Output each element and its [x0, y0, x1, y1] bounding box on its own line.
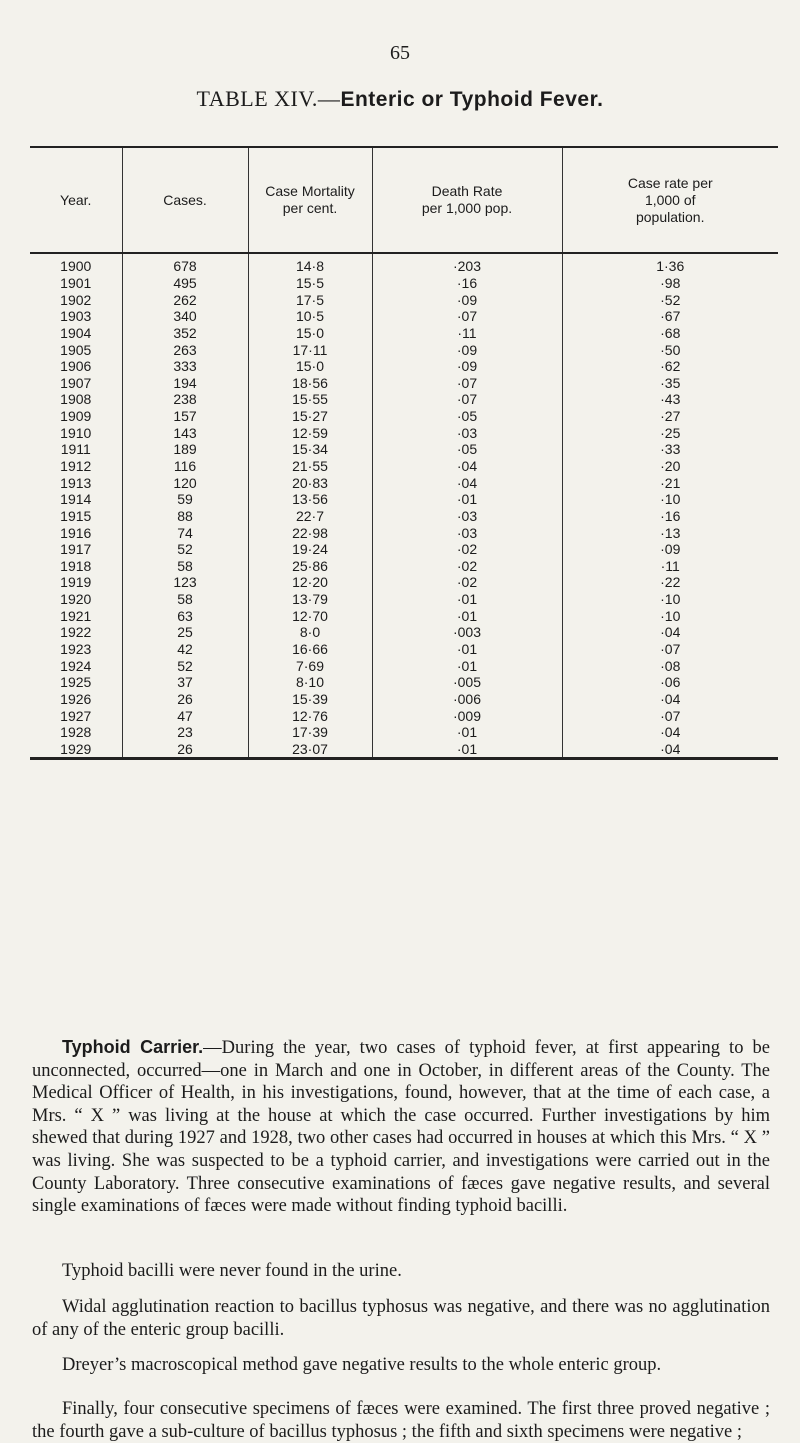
- cell-cases: 120: [122, 474, 248, 491]
- cell-case-rate: ·27: [562, 408, 778, 425]
- cell-case-mortality: 15·39: [248, 691, 372, 708]
- cell-death-rate: ·09: [372, 341, 562, 358]
- cell-case-mortality: 15·0: [248, 325, 372, 342]
- cell-year: 1919: [60, 574, 92, 591]
- cell-year: 1909: [60, 408, 92, 425]
- table-row: [30, 524, 778, 541]
- paragraph-urine: Typhoid bacilli were never found in the urine.: [62, 1261, 402, 1281]
- cell-cases: 340: [122, 308, 248, 325]
- cell-cases: 47: [122, 707, 248, 724]
- cell-case-mortality: 19·24: [248, 541, 372, 558]
- cell-death-rate: ·03: [372, 508, 562, 525]
- table-title-lead: TABLE XIV.—: [196, 86, 341, 111]
- typhoid-carrier-heading: Typhoid Carrier.: [62, 1037, 204, 1057]
- table-row: [30, 707, 778, 724]
- cell-cases: 238: [122, 391, 248, 408]
- cell-death-rate: ·11: [372, 325, 562, 342]
- cell-cases: 263: [122, 341, 248, 358]
- cell-case-rate: ·98: [562, 275, 778, 292]
- table-title: [0, 86, 800, 112]
- paragraph-specimens: Finally, four consecutive specimens of fæces were examined. The first three proved negative ; the fourth gave a sub-culture of bacillus typhosus ; the fifth and sixth specimens were negative ;: [32, 1399, 770, 1442]
- table-row: [30, 291, 778, 308]
- cell-year: 1900: [60, 258, 92, 275]
- cell-case-rate: ·62: [562, 358, 778, 375]
- table-row: [30, 474, 778, 491]
- cell-year: 1925: [60, 674, 92, 691]
- cell-cases: 63: [122, 607, 248, 624]
- cell-case-rate: ·43: [562, 391, 778, 408]
- cell-case-mortality: 12·70: [248, 607, 372, 624]
- table-row: [30, 253, 778, 275]
- cell-death-rate: ·04: [372, 458, 562, 475]
- page-number: 65: [390, 42, 410, 64]
- cell-death-rate: ·05: [372, 441, 562, 458]
- cell-case-mortality: 12·20: [248, 574, 372, 591]
- cell-case-rate: ·13: [562, 524, 778, 541]
- cell-year: 1902: [60, 291, 92, 308]
- cell-year: 1904: [60, 324, 92, 341]
- table-row: [30, 607, 778, 624]
- cell-cases: 26: [122, 691, 248, 708]
- cell-year: 1928: [60, 724, 92, 741]
- cell-case-mortality: 14·8: [248, 253, 372, 275]
- cell-cases: 23: [122, 724, 248, 741]
- cell-death-rate: ·09: [372, 291, 562, 308]
- cell-case-rate: ·04: [562, 691, 778, 708]
- header-case-mortality: Case Mortality per cent.: [248, 147, 372, 253]
- cell-case-mortality: 8·0: [248, 624, 372, 641]
- cell-case-mortality: 15·0: [248, 358, 372, 375]
- cell-case-mortality: 22·7: [248, 508, 372, 525]
- header-case-rate: Case rate per 1,000 of population.: [562, 147, 778, 253]
- cell-year: 1913: [60, 474, 92, 491]
- cell-case-mortality: 17·39: [248, 724, 372, 741]
- table-row: [30, 624, 778, 641]
- cell-year: 1918: [60, 557, 92, 574]
- cell-case-rate: ·67: [562, 308, 778, 325]
- cell-cases: 189: [122, 441, 248, 458]
- cell-case-rate: ·21: [562, 474, 778, 491]
- cell-cases: 194: [122, 374, 248, 391]
- table-title-subject: Enteric or Typhoid Fever.: [340, 88, 604, 111]
- header-cases: Cases.: [122, 147, 248, 253]
- cell-case-mortality: 12·76: [248, 707, 372, 724]
- cell-cases: 157: [122, 408, 248, 425]
- cell-death-rate: ·01: [372, 741, 562, 759]
- cell-case-rate: ·16: [562, 508, 778, 525]
- table-row: [30, 541, 778, 558]
- cell-case-rate: ·35: [562, 374, 778, 391]
- cell-case-mortality: 15·34: [248, 441, 372, 458]
- cell-cases: 26: [122, 741, 248, 759]
- cell-cases: 58: [122, 558, 248, 575]
- cell-year: 1921: [60, 607, 92, 624]
- cell-cases: 59: [122, 491, 248, 508]
- cell-year: 1908: [60, 391, 92, 408]
- cell-death-rate: ·02: [372, 574, 562, 591]
- cell-case-rate: ·50: [562, 341, 778, 358]
- table-row: [30, 741, 778, 759]
- table-row: [30, 341, 778, 358]
- cell-case-mortality: 16·66: [248, 641, 372, 658]
- cell-death-rate: ·005: [372, 674, 562, 691]
- cell-death-rate: ·203: [372, 253, 562, 275]
- cell-case-mortality: 15·55: [248, 391, 372, 408]
- header-death-rate: Death Rate per 1,000 pop.: [372, 147, 562, 253]
- cell-year: 1929: [30, 741, 122, 759]
- table-row: [30, 491, 778, 508]
- cell-death-rate: ·03: [372, 524, 562, 541]
- cell-death-rate: ·006: [372, 691, 562, 708]
- cell-case-mortality: 13·56: [248, 491, 372, 508]
- table-body: [30, 253, 778, 759]
- table-header-row: [30, 147, 778, 253]
- cell-case-mortality: 18·56: [248, 374, 372, 391]
- cell-year: 1924: [60, 657, 92, 674]
- cell-case-mortality: 17·11: [248, 341, 372, 358]
- table-row: [30, 391, 778, 408]
- cell-cases: 143: [122, 424, 248, 441]
- cell-year: 1914: [60, 491, 92, 508]
- cell-death-rate: ·01: [372, 724, 562, 741]
- cell-case-mortality: 7·69: [248, 657, 372, 674]
- cell-case-rate: ·11: [562, 558, 778, 575]
- cell-cases: 116: [122, 458, 248, 475]
- cell-case-mortality: 22·98: [248, 524, 372, 541]
- table-row: [30, 558, 778, 575]
- cell-year: 1920: [60, 591, 92, 608]
- cell-death-rate: ·03: [372, 424, 562, 441]
- table-row: [30, 691, 778, 708]
- table-row: [30, 275, 778, 292]
- cell-case-rate: ·07: [562, 641, 778, 658]
- cell-case-rate: ·06: [562, 674, 778, 691]
- cell-cases: 495: [122, 275, 248, 292]
- enteric-fever-table: [30, 146, 778, 760]
- cell-year: 1901: [60, 274, 92, 291]
- cell-cases: 74: [122, 524, 248, 541]
- cell-year: 1915: [60, 507, 92, 524]
- cell-death-rate: ·04: [372, 474, 562, 491]
- cell-case-mortality: 25·86: [248, 558, 372, 575]
- table-row: [30, 674, 778, 691]
- cell-case-mortality: 8·10: [248, 674, 372, 691]
- cell-case-rate: ·10: [562, 607, 778, 624]
- cell-death-rate: ·01: [372, 591, 562, 608]
- cell-case-mortality: 12·59: [248, 424, 372, 441]
- cell-case-rate: ·10: [562, 591, 778, 608]
- cell-year: 1912: [60, 458, 92, 474]
- cell-death-rate: ·09: [372, 358, 562, 375]
- table-row: [30, 724, 778, 741]
- cell-death-rate: ·07: [372, 374, 562, 391]
- cell-year: 1927: [60, 707, 92, 724]
- cell-case-mortality: 13·79: [248, 591, 372, 608]
- cell-case-rate: ·04: [562, 741, 778, 759]
- cell-cases: 262: [122, 291, 248, 308]
- cell-case-mortality: 23·07: [248, 741, 372, 759]
- cell-cases: 352: [122, 325, 248, 342]
- cell-cases: 25: [122, 624, 248, 641]
- typhoid-carrier-text: —During the year, two cases of typhoid fever, at first appearing to be unconnected, occurred—one in March and one in October, in different areas of the County. The Medical Officer of Health, in his investigations, found, however, that at the time of each case, a Mrs. “ X ” was living at the house at which the case occurred. Further investigations by him shewed that during 1927 and 1928, two other cases had occurred in houses at which this Mrs. “ X ” was living. She was suspected to be a typhoid carrier, and investigations were carried out in the County Laboratory. Three consecutive examinations of fæces gave negative results, and several single examinations of fæces were made without finding typhoid bacilli.: [32, 1038, 770, 1217]
- table-row: [30, 408, 778, 425]
- cell-case-rate: ·04: [562, 624, 778, 641]
- header-year: Year.: [30, 147, 122, 253]
- cell-death-rate: ·01: [372, 641, 562, 658]
- cell-case-rate: ·68: [562, 325, 778, 342]
- cell-year: 1906: [60, 358, 92, 375]
- table-row: [30, 657, 778, 674]
- paragraph-widal: Widal agglutination reaction to bacillus typhosus was negative, and there was no agglutination of any of the enteric group bacilli.: [32, 1297, 770, 1340]
- table-row: [30, 308, 778, 325]
- cell-death-rate: ·16: [372, 275, 562, 292]
- cell-year: 1903: [60, 308, 92, 325]
- cell-cases: 333: [122, 358, 248, 375]
- cell-year: 1926: [60, 690, 92, 707]
- cell-cases: 58: [122, 591, 248, 608]
- cell-year: 1911: [60, 441, 91, 458]
- cell-death-rate: ·01: [372, 657, 562, 674]
- cell-year: 1905: [60, 341, 92, 358]
- cell-death-rate: ·01: [372, 607, 562, 624]
- cell-cases: 88: [122, 508, 248, 525]
- paragraph-dreyer: Dreyer’s macroscopical method gave negative results to the whole enteric group.: [62, 1355, 662, 1375]
- cell-cases: 52: [122, 657, 248, 674]
- cell-case-mortality: 15·27: [248, 408, 372, 425]
- cell-year: 1910: [60, 424, 92, 441]
- cell-year: 1916: [60, 524, 92, 541]
- cell-cases: 42: [122, 641, 248, 658]
- table-row: [30, 374, 778, 391]
- cell-death-rate: ·05: [372, 408, 562, 425]
- paragraph-typhoid-carrier: [32, 1036, 770, 1218]
- cell-cases: 123: [122, 574, 248, 591]
- cell-cases: 678: [122, 253, 248, 275]
- cell-case-mortality: 20·83: [248, 474, 372, 491]
- table-row: [30, 458, 778, 475]
- cell-death-rate: ·02: [372, 558, 562, 575]
- table-row: [30, 591, 778, 608]
- cell-death-rate: ·003: [372, 624, 562, 641]
- table-row: [30, 508, 778, 525]
- cell-death-rate: ·01: [372, 491, 562, 508]
- table-row: [30, 358, 778, 375]
- cell-case-rate: ·07: [562, 707, 778, 724]
- cell-death-rate: ·07: [372, 391, 562, 408]
- cell-cases: 52: [122, 541, 248, 558]
- cell-case-rate: ·22: [562, 574, 778, 591]
- cell-case-mortality: 21·55: [248, 458, 372, 475]
- cell-year: 1922: [60, 624, 92, 641]
- cell-case-rate: ·25: [562, 424, 778, 441]
- cell-death-rate: ·07: [372, 308, 562, 325]
- cell-case-rate: ·04: [562, 724, 778, 741]
- cell-case-rate: 1·36: [562, 253, 778, 275]
- cell-case-mortality: 15·5: [248, 275, 372, 292]
- cell-case-mortality: 17·5: [248, 291, 372, 308]
- cell-case-rate: ·08: [562, 657, 778, 674]
- cell-death-rate: ·009: [372, 707, 562, 724]
- cell-case-rate: ·33: [562, 441, 778, 458]
- cell-death-rate: ·02: [372, 541, 562, 558]
- cell-year: 1907: [60, 374, 92, 391]
- cell-case-rate: ·10: [562, 491, 778, 508]
- cell-year: 1917: [60, 541, 92, 558]
- cell-case-mortality: 10·5: [248, 308, 372, 325]
- table-row: [30, 424, 778, 441]
- cell-case-rate: ·52: [562, 291, 778, 308]
- table-row: [30, 325, 778, 342]
- table-row: [30, 641, 778, 658]
- cell-case-rate: ·09: [562, 541, 778, 558]
- table-row: [30, 574, 778, 591]
- cell-year: 1923: [60, 641, 92, 658]
- cell-case-rate: ·20: [562, 458, 778, 475]
- table-row: [30, 441, 778, 458]
- cell-cases: 37: [122, 674, 248, 691]
